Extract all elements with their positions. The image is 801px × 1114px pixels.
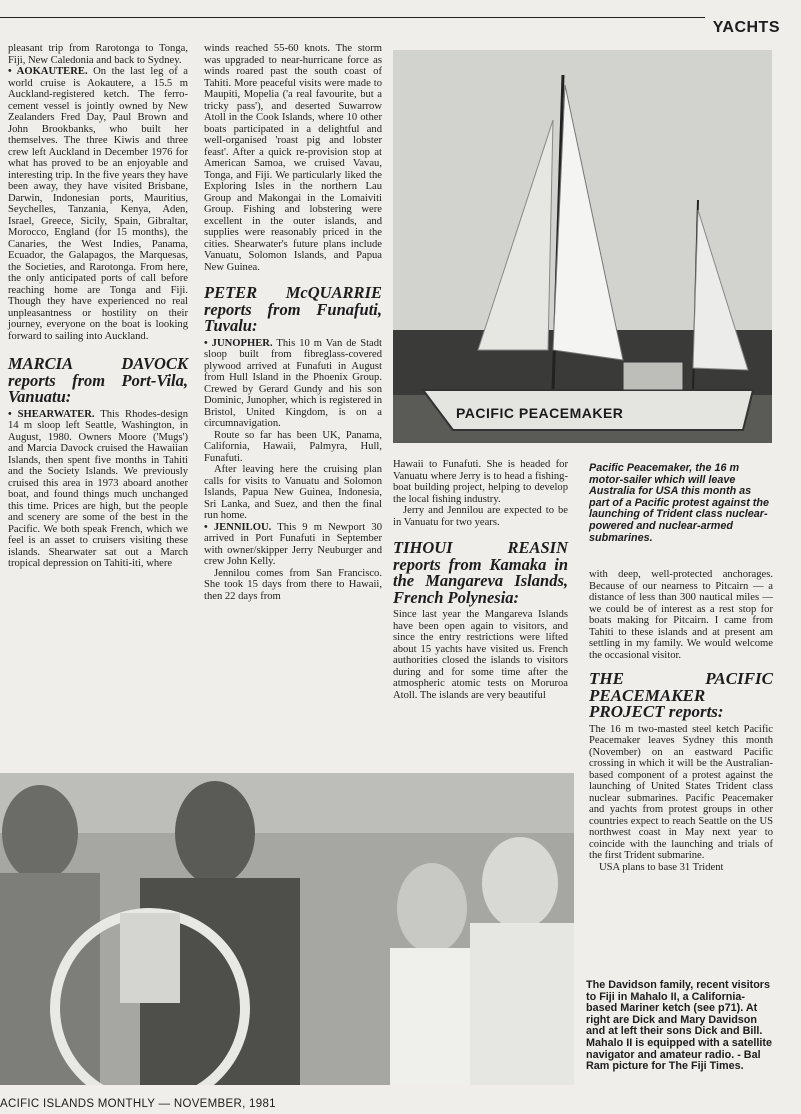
paragraph: Jerry and Jennilou are expected to be in Vanuatu for two years. bbox=[393, 505, 568, 528]
sailboat-image bbox=[393, 50, 772, 443]
column-1 bbox=[8, 43, 188, 570]
article-heading: MARCIA DAVOCK reports from Port-Vila, Vanuatu: bbox=[8, 354, 188, 406]
column-4 bbox=[589, 463, 773, 873]
family-image bbox=[0, 773, 574, 1085]
column-2 bbox=[204, 43, 382, 602]
paragraph: with deep, well-protected anchorages. Because of our nearness to Pitcairn — a distance of less than 300 nautical miles — we could be of interest as a rest stop for boats making for Pitcairn. I came from Tahiti to these islands and at present am settling in my family. We would welcome the occasional visitor. bbox=[589, 569, 773, 661]
column-3 bbox=[393, 459, 568, 701]
photo-caption: The Davidson family, recent visitors to Fiji in Mahalo II, a California-based Mariner ketch (see p71). At right are Dick and Mary Davidson and at left their sons Dick and Bill. Mahalo II is equipped with a satellite navigator and amateur radio. - Bal Ram picture for The Fiji Times. bbox=[586, 979, 772, 1073]
section-title: YACHTS bbox=[712, 19, 780, 36]
paragraph: Jennilou comes from San Francisco. She took 15 days from there to Hawaii, then 22 days from bbox=[204, 567, 382, 602]
article-heading: PETER McQUARRIE reports from Funafuti, Tuvalu: bbox=[204, 283, 382, 335]
hull-lettering: PACIFIC PEACEMAKER bbox=[456, 405, 624, 421]
item-label: • AOKAUTERE. bbox=[8, 66, 88, 77]
article-heading: TIHOUI REASIN reports from Kamaka in the Mangareva Islands, French Polynesia: bbox=[393, 538, 568, 607]
paragraph: pleasant trip from Rarotonga to Tonga, Fiji, New Caledonia and back to Sydney. bbox=[8, 43, 188, 66]
paragraph-text: This 9 m Newport 30 arrived in Port Funafuti in September with owner/skipper Jerry Neuburger and crew John Kelly. bbox=[204, 521, 382, 567]
page-footer: ACIFIC ISLANDS MONTHLY — NOVEMBER, 1981 bbox=[0, 1098, 276, 1110]
paragraph bbox=[204, 522, 382, 568]
paragraph bbox=[8, 66, 188, 342]
paragraph: Route so far has been UK, Panama, California, Hawaii, Palmyra, Hull, Funafuti. bbox=[204, 429, 382, 464]
paragraph: After leaving here the cruising plan calls for visits to Vanuatu and Solomon Islands, Papua New Guinea, Indonesia, Sri Lanka, and Suez, and then the final run home. bbox=[204, 464, 382, 521]
item-label: • JUNOPHER. bbox=[204, 337, 273, 349]
item-label: • JENNILOU. bbox=[204, 521, 272, 533]
paragraph: winds reached 55-60 knots. The storm was upgraded to near-hurricane force as winds roared past the south coast of Tahiti. More peaceful visits were made to Maupiti, Mopelia ('a real favourite, but a tricky pass'), and deserted Suwarrow Atoll in the Cook Islands, where 10 other boats participated in a delightful and well-organised 'roast pig and lobster feast'. After a quick re-provision stop at American Samoa, we cruised Vavau, Tonga, and Fiji. We particularly liked the Exploring Isles in the northern Lau Group and Makongai in the Lomaiviti Group. Fishing and lobstering were excellent in the outer islands, and supplies were reasonably priced in the cities. Shearwater's future plans include Vanuatu, Solomon Islands, and Papua New Guinea. bbox=[204, 43, 382, 273]
paragraph-text: This 10 m Van de Stadt sloop built from fibreglass-covered plywood arrived at Funafuti in August from Hull Island in the Phoenix Group. Crewed by Gerard Gundy and his son Dominic, Junopher, which is registered in Bristol, United Kingdom, is on a circumnavigation. bbox=[204, 337, 382, 429]
paragraph-text: On the last leg of a world cruise is Aokautere, a 15.5 m Auckland-registered ketch. The ferro-cement vessel is jointly owned by New Zealanders Fred Day, Paul Brown and John Brookbanks, who built her themselves. The three Kiwis and three crew left Auckland in December 1976 for what has proved to be an enjoyable and interesting trip. In the five years they have been away, they have visited Brisbane, Darwin, Indonesian ports, Mauritius, Seychelles, Tanzania, Kenya, Aden, Israel, Greece, Sicily, Spain, Gibraltar, Morocco, England (for 15 months), the Canaries, the West Indies, Panama, Ecuador, the Galapagos, the Marquesas, the Societies, and Rarotonga. From here, the only anticipated ports of call before reaching home are Tonga and Fiji. Though they have experienced no real unpleasantness or hostility on their journey, everyone on the boat is looking forward to sailing into Auckland. bbox=[8, 66, 188, 342]
photo-caption: Pacific Peacemaker, the 16 m motor-sailer which will leave Australia for USA this month as part of a Pacific protest against the launching of Trident class nuclear-powered and nuclear-armed submarines. bbox=[589, 462, 769, 544]
paragraph: Hawaii to Funafuti. She is headed for Vanuatu where Jerry is to head a fishing-boat building project, helping to develop the local fishing industry. bbox=[393, 459, 568, 505]
paragraph: USA plans to base 31 Trident bbox=[599, 861, 724, 873]
paragraph-text: This Rhodes-design 14 m sloop left Seattle, Washington, in August, 1980. Owners Moore ('Mugs') and Marcia Davock cruised the Hawaiian Islands, then spent five months in Tahiti and the Society Islands. We previously cruised this area in 1973 aboard another boat, and found things much unchanged this time. Prices are high, but the people and scenery are some of the best in the Pacific. We both speak French, which we feel is an asset to cruisers visiting these islands. Shearwater sat out a March tropical depression on Tahiti-iti, where bbox=[8, 408, 188, 569]
paragraph: Since last year the Mangareva Islands have been open again to visitors, and since the entry restrictions were lifted about 15 yachts have visited us. French authorities closed the islands to visitors during and for some time after the atmospheric atomic tests on Moruroa Atoll. The islands are very beautiful bbox=[393, 609, 568, 701]
paragraph bbox=[204, 338, 382, 430]
column-4-text bbox=[589, 569, 773, 873]
paragraph: The 16 m two-masted steel ketch Pacific Peacemaker leaves Sydney this month (November) on an eastward Pacific crossing in which it will be the Australian-based component of a protest against the launching of United States Trident class nuclear submarines. Pacific Peacemaker and yachts from protest groups in other countries expect to reach Seattle on the US northwest coast in May next year to coincide with the launching and trials of the first Trident submarine. bbox=[589, 723, 773, 862]
item-label: • SHEARWATER. bbox=[8, 408, 95, 420]
davidson-family-photo bbox=[0, 773, 574, 1085]
article-heading: THE PACIFIC PEACEMAKER PROJECT reports: bbox=[589, 669, 773, 722]
header-rule bbox=[0, 17, 705, 18]
pacific-peacemaker-photo bbox=[393, 50, 772, 443]
paragraph bbox=[8, 409, 188, 570]
